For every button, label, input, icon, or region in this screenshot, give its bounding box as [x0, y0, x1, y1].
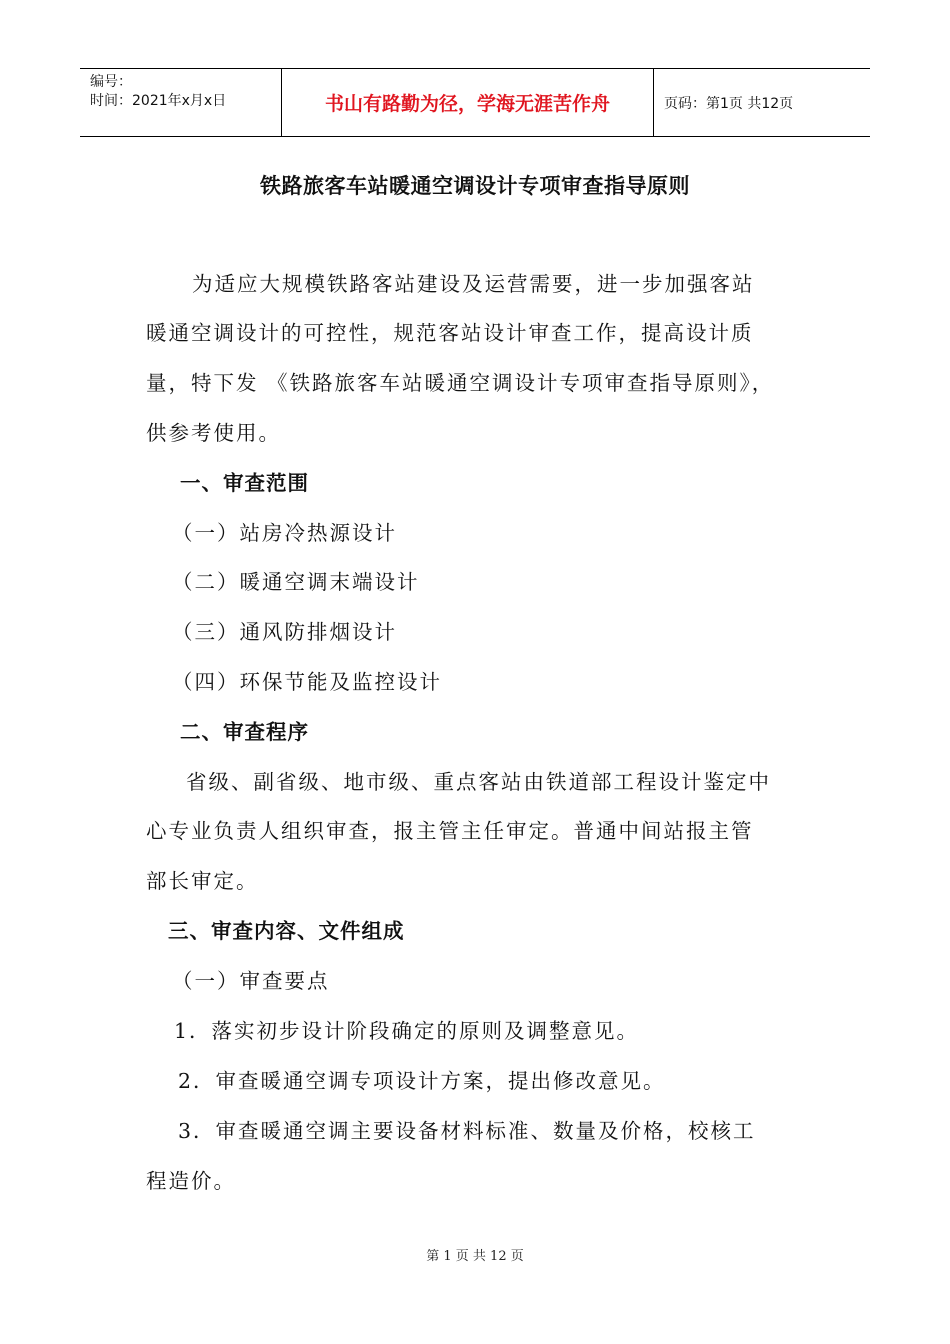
section3-heading: 三、审查内容、文件组成 — [168, 919, 405, 943]
header-page-info: 页码：第1页 共12页 — [664, 95, 794, 112]
section2-line-2: 心专业负责人组织审查，报主管主任审定。普通中间站报主管 — [146, 819, 754, 843]
section1-heading: 一、审查范围 — [180, 471, 309, 495]
section2-heading: 二、审查程序 — [180, 720, 309, 744]
header-table — [80, 68, 870, 137]
header-meta — [80, 69, 281, 136]
section1-item-2: （二）暖通空调末端设计 — [172, 570, 420, 594]
header-motto: 书山有路勤为径，学海无涯苦作舟 — [281, 69, 654, 136]
intro-line-3: 量，特下发 《铁路旅客车站暖通空调设计专项审查指导原则》， — [146, 371, 775, 395]
section3-point-2: 2．审查暖通空调专项设计方案，提出修改意见。 — [178, 1069, 666, 1093]
time-label: 时间：2021年x月x日 — [90, 93, 227, 109]
section3-sub: （一）审查要点 — [172, 969, 330, 993]
section2-line-3: 部长审定。 — [146, 869, 259, 893]
page-footer: 第 1 页 共 12 页 — [426, 1249, 524, 1264]
document-title: 铁路旅客车站暖通空调设计专项审查指导原则 — [260, 174, 690, 198]
intro-line-1: 为适应大规模铁路客站建设及运营需要，进一步加强客站 — [192, 272, 755, 296]
section1-item-4: （四）环保节能及监控设计 — [172, 670, 442, 694]
section1-item-1: （一）站房冷热源设计 — [172, 521, 397, 545]
section1-item-3: （三）通风防排烟设计 — [172, 620, 397, 644]
intro-line-4: 供参考使用。 — [146, 421, 281, 445]
section3-point-1: 1．落实初步设计阶段确定的原则及调整意见。 — [174, 1019, 640, 1043]
intro-line-2: 暖通空调设计的可控性，规范客站设计审查工作，提高设计质 — [146, 321, 754, 345]
section3-point-3-cont: 程造价。 — [146, 1169, 236, 1193]
section3-point-3: 3．审查暖通空调主要设备材料标准、数量及价格，校核工 — [178, 1119, 756, 1143]
section2-line-1: 省级、副省级、地市级、重点客站由铁道部工程设计鉴定中 — [186, 770, 771, 794]
number-label: 编号： — [90, 74, 132, 90]
